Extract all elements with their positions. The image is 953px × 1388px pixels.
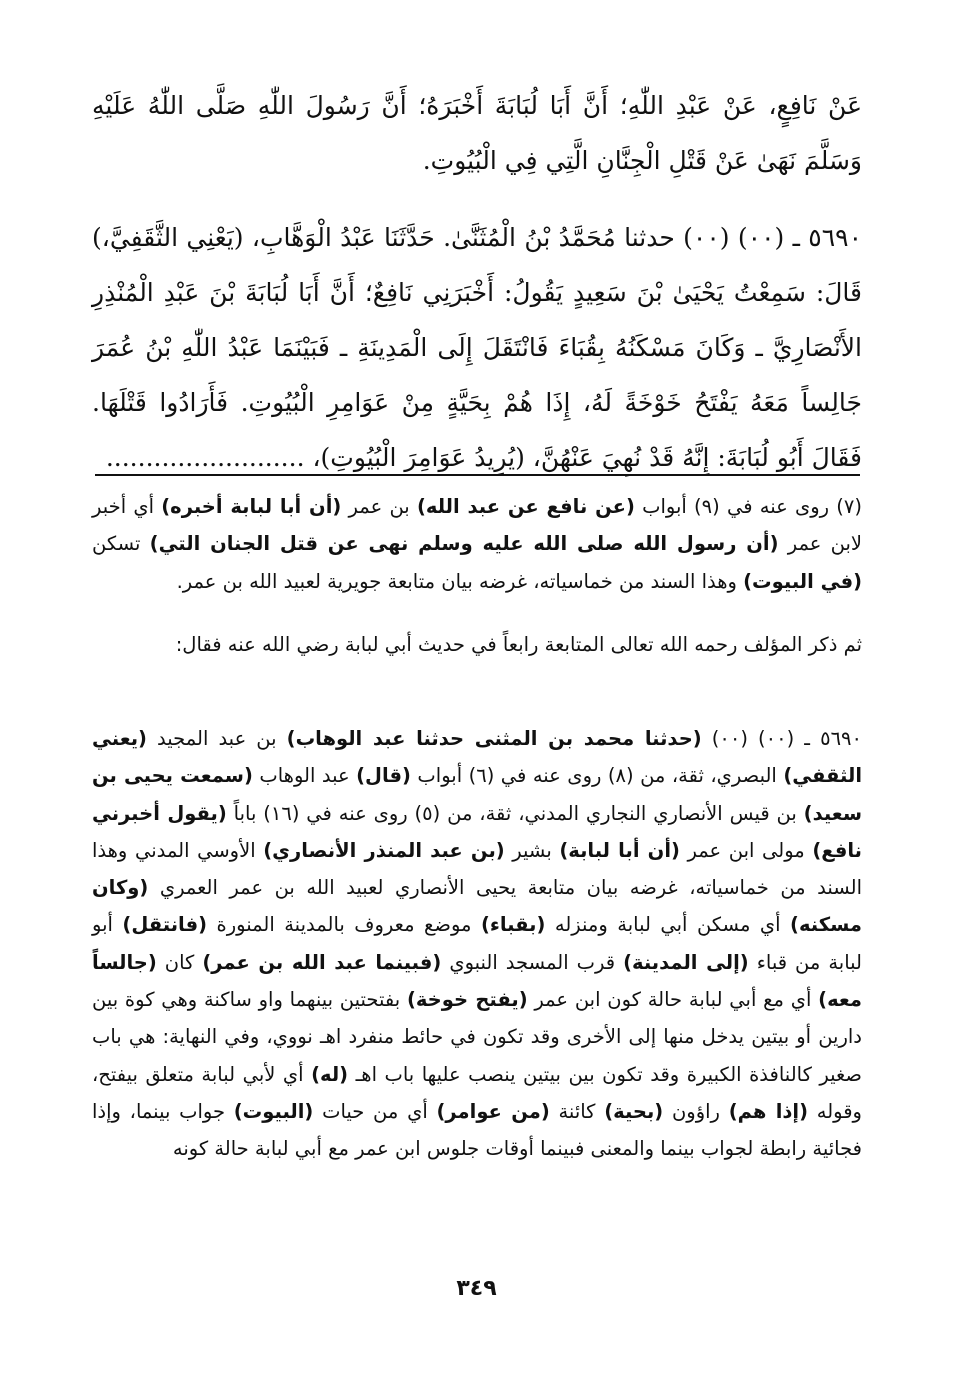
commentary-segment: الأوسي المدني وهذا السند من خماسياته، غرضه بيان متابعة يحيى الأنصاري لعبيد الله بن عمر العمري <box>92 838 862 900</box>
commentary-segment: بن عبد المجيد <box>146 727 287 750</box>
commentary-segment-bold: (سمعت يحيى بن سعيد) <box>92 764 862 825</box>
commentary-segment-bold: (إذا هم) <box>728 1099 809 1123</box>
commentary-segment: موضع معروف بالمدينة المنورة <box>207 913 481 937</box>
commentary-segment: مولى ابن عمر <box>679 838 813 862</box>
commentary-segment: أي لأبي لبابة متعلق بيفتح، وقوله <box>92 1062 862 1123</box>
hadith-continuation-text: عَنْ نَافِعٍ، عَنْ عَبْدِ اللّٰهِ؛ أَنَّ أَبَا لُبَابَةَ أَخْبَرَهُ؛ أَنَّ رَسُولَ اللّٰهِ صَلَّى اللّٰهُ عَلَيْهِ وَسَلَّمَ نَهَىٰ عَنْ قَتْلِ الْجِنَّانِ الَّتِي فِي الْبُيُوتِ. <box>92 91 862 175</box>
commentary-segment: بشير <box>504 838 560 862</box>
commentary-segment-bold: (أن أبا لبابة) <box>559 838 680 862</box>
commentary-intro-text: ثم ذكر المؤلف رحمه الله تعالى المتابعة رابعاً في حديث أبي لبابة رضي الله عنه فقال: <box>175 633 862 656</box>
commentary-segment: كائنة <box>549 1099 605 1123</box>
commentary-segment-bold: (جالساً معه) <box>92 950 862 1012</box>
commentary-segment-bold: (وكان مسكنه) <box>92 876 863 937</box>
commentary-segment: (٧) روى عنه في (٩) أبواب <box>634 495 862 518</box>
commentary-segment: وهذا السند من خماسياته، غرضه بيان متابعة جويرية لعبيد الله بن عمر. <box>176 569 744 593</box>
commentary-segment: أبو لبابة من قباء <box>92 913 862 974</box>
commentary-segment: بن عمر <box>341 495 417 518</box>
commentary-segment-bold: (بقباء) <box>480 913 546 937</box>
commentary-segment: أي أخبر لابن عمر <box>92 495 862 556</box>
commentary-segment-bold: (يفتح خوخة) <box>406 988 528 1012</box>
commentary-segment-bold: (أن أبا لبابة أخبره) <box>161 495 342 518</box>
hadith-5690-text: ٥٦٩٠ ـ (٠٠) (٠٠) حدثنا مُحَمَّدُ بْنُ الْمُثَنَّىٰ. حَدَّثَنَا عَبْدُ الْوَهَّابِ، (يَعْنِي الثَّقَفِيَّ،) قَالَ: سَمِعْتُ يَحْيَىٰ بْنَ سَعِيدٍ يَقُولُ: أَخْبَرَنِي نَافِعٌ؛ أَنَّ أَبَا لُبَابَةَ بْنَ عَبْدِ الْمُنْذِرِ الأَنْصَارِيَّ ـ وَكَانَ مَسْكَنُهُ بِقُبَاءَ فَانْتَقَلَ إِلَى الْمَدِينَةِ ـ فَبَيْنَمَا عَبْدُ اللّٰهِ بْنُ عُمَرَ جَالِساً مَعَهُ يَفْتَحُ خَوْخَةً لَهُ، إِذَا هُمْ بِحَيَّةٍ مِنْ عَوَامِرِ الْبُيُوتِ. فَأَرَادُوا قَتْلَهَا. فَقَالَ أَبُو لُبَابَةَ: إِنَّهُ قَدْ نُهِيَ عَنْهُنَّ، (يُرِيدُ عَوَامِرَ الْبُيُوتِ)، ......................... <box>92 223 862 472</box>
commentary-segment: أي مع أبي لبابة حالة كون ابن عمر <box>527 988 819 1012</box>
commentary-segment: أي مسكن أبي لبابة ومنزله <box>545 913 791 937</box>
commentary-segment-bold: (البيوت) <box>233 1099 314 1123</box>
commentary-intro <box>92 626 862 663</box>
commentary-segment: أي من حيات <box>313 1099 437 1123</box>
commentary-segment: ٥٦٩٠ ـ (٠٠) (٠٠) <box>701 727 862 750</box>
commentary-segment: عبد الوهاب <box>252 764 357 788</box>
commentary-segment: بن قيس الأنصاري النجاري المدني، ثقة، من (٥) روى عنه في (١٦) باباً <box>226 801 804 825</box>
commentary-segment: جواب بينما، وإذا فجائية رابطة لجواب بينما والمعنى فبينما أوقات جلوس ابن عمر مع أبي لبابة حالة كونه <box>92 1099 862 1161</box>
commentary-segment: البصري، ثقة، من (٨) روى عنه في (٦) أبواب <box>410 764 784 788</box>
commentary-segment-bold: (في البيوت) <box>743 569 862 593</box>
commentary-segment-bold: (يقول أخبرني نافع) <box>92 801 862 862</box>
commentary-segment-bold: (فبينما عبد الله بن عمر) <box>202 950 442 974</box>
commentary-segment-bold: (فانتقل) <box>122 913 208 937</box>
commentary-segment-bold: (له) <box>311 1062 349 1086</box>
commentary-segment: قرب المسجد النبوي <box>441 950 624 974</box>
commentary-segment: تسكن <box>92 532 150 556</box>
commentary-segment: كان <box>156 950 203 974</box>
commentary-segment-bold: (إلى المدينة) <box>623 950 749 974</box>
commentary-5690 <box>92 720 862 1168</box>
footnote-divider <box>95 474 860 476</box>
commentary-segment-bold: (أن رسول الله صلى الله عليه وسلم نهى عن قتل الجنان التي) <box>149 532 779 556</box>
commentary-segment-bold: (قال) <box>356 764 411 788</box>
page-number: ٣٤٩ <box>456 1276 497 1301</box>
commentary-note-7 <box>92 488 862 600</box>
commentary-segment-bold: (يعني الثقفي) <box>92 727 863 788</box>
commentary-segment-bold: (بن عبد المنذر الأنصاري) <box>263 838 505 862</box>
hadith-5690 <box>92 210 862 485</box>
commentary-segment: راؤون <box>663 1099 729 1123</box>
hadith-continuation <box>92 78 862 188</box>
commentary-segment-bold: (من عوامر) <box>436 1099 550 1123</box>
commentary-segment: بفتحتين بينهما واو ساكنة وهي كوة بين دارين أو بيتين يدخل منها إلى الأخرى وقد تكون في حائط منفرد اهـ نووي، وفي النهاية: هي باب صغير كالنافذة الكبيرة وقد تكون بين بيتين ينصب عليها باب اهـ <box>92 988 862 1086</box>
commentary-segment-bold: (حدثنا محمد بن المثنى حدثنا عبد الوهاب) <box>286 727 702 750</box>
commentary-segment-bold: (عن نافع عن عبد الله) <box>416 495 635 518</box>
commentary-segment-bold: (بحية) <box>604 1099 664 1123</box>
